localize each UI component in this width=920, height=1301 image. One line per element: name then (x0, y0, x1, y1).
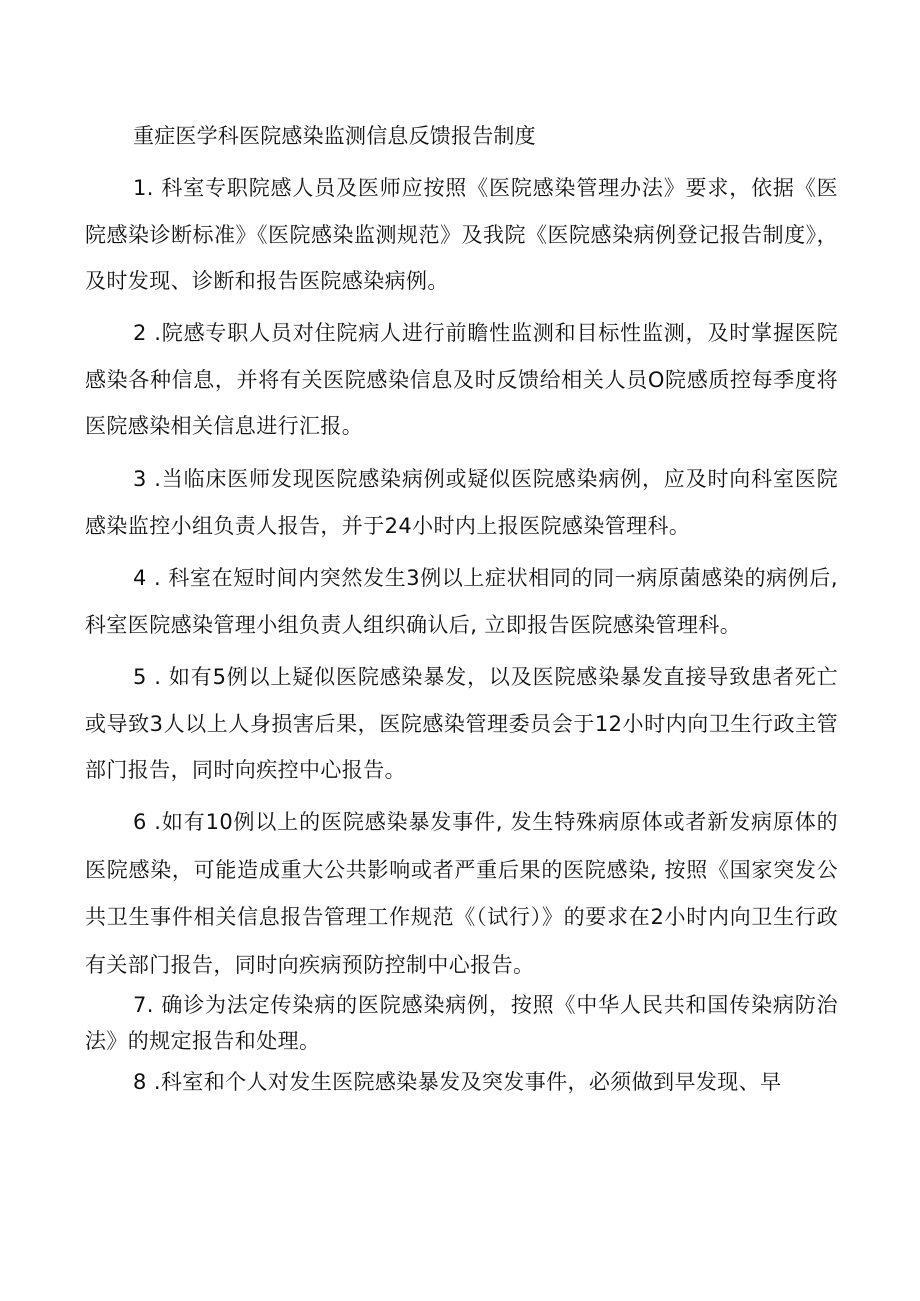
paragraph-8: 8 .科室和个人对发生医院感染暴发及突发事件，必须做到早发现、早 (133, 1070, 782, 1094)
paragraph-7: 7. 确诊为法定传染病的医院感染病例，按照《中华人民共和国传染病防治法》的规定报告和处理。 (85, 993, 838, 1053)
document-title: 重症医学科医院感染监测信息反馈报告制度 (133, 124, 536, 148)
paragraph-3: 3 .当临床医师发现医院感染病例或疑似医院感染病例，应及时向科室医院感染监控小组负责人报告，并于24小时内上报医院感染管理科。 (85, 467, 838, 538)
paragraph-6: 6 .如有10例以上的医院感染暴发事件, 发生特殊病原体或者新发病原体的医院感染，可能造成重大公共影响或者严重后果的医院感染, 按照《国家突发公共卫生事件相关信息报告管理工作规范《（试行）》的要求在2小时内向卫生行政有关部门报告，同时向疾病预防控制中心报告。 (85, 810, 838, 977)
paragraph-4: 4 . 科室在短时间内突然发生3例以上症状相同的同一病原菌感染的病例后, 科室医院感染管理小组负责人组织确认后, 立即报告医院感染管理科。 (85, 566, 838, 637)
paragraph-2: 2 .院感专职人员对住院病人进行前瞻性监测和目标性监测，及时掌握医院感染各种信息，并将有关医院感染信息及时反馈给相关人员O院感质控每季度将医院感染相关信息进行汇报。 (85, 321, 838, 438)
paragraph-5: 5 . 如有5例以上疑似医院感染暴发，以及医院感染暴发直接导致患者死亡或导致3人以上人身损害后果，医院感染管理委员会于12小时内向卫生行政主管部门报告，同时向疾控中心报告。 (85, 665, 838, 782)
paragraph-1: 1. 科室专职院感人员及医师应按照《医院感染管理办法》要求，依据《医院感染诊断标准》《医院感染监测规范》及我院《医院感染病例登记报告制度》，及时发现、诊断和报告医院感染病例。 (85, 176, 838, 293)
